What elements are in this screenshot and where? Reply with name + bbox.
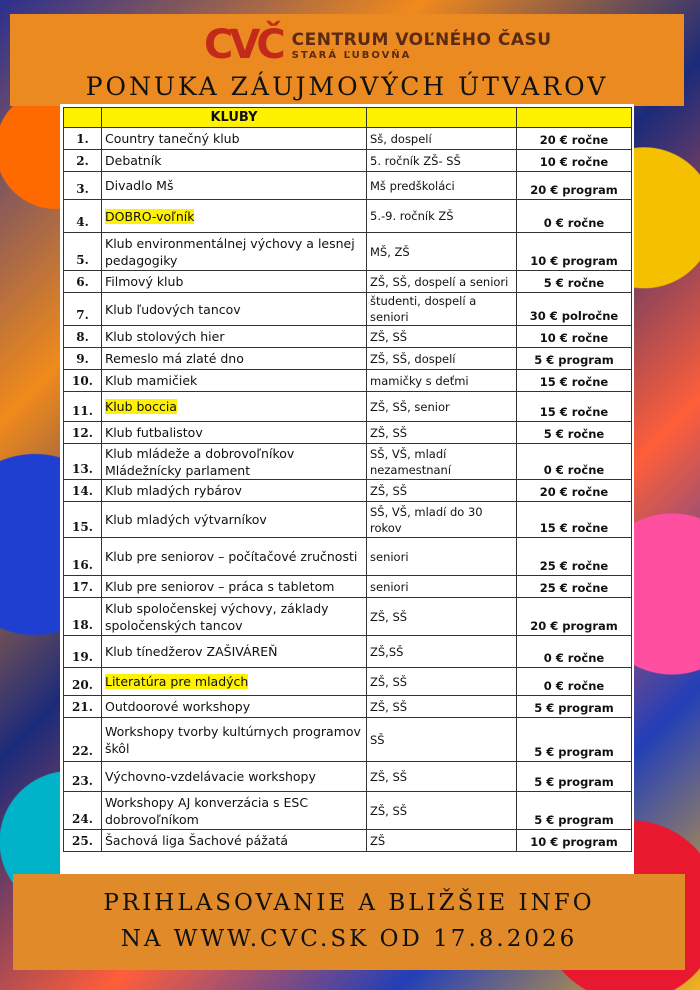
row-number: 4. (76, 215, 89, 229)
club-price: 30 € polročne (529, 309, 619, 323)
club-name: Klub tínedžerov ZAŠIVÁREŇ (105, 644, 278, 659)
row-number: 1. (76, 132, 89, 146)
club-target-group-cell (367, 830, 517, 852)
table-row (64, 668, 632, 696)
table-row (64, 271, 632, 293)
club-target-group: SŠ (370, 732, 385, 747)
row-number: 17. (72, 580, 93, 594)
club-target-group-cell (367, 792, 517, 830)
club-price: 0 € ročne (543, 679, 605, 693)
row-number-cell (64, 444, 102, 480)
club-name: Šachová liga Šachové pážatá (105, 833, 289, 848)
table-row (64, 696, 632, 718)
club-price-cell (517, 348, 632, 370)
club-price-cell (517, 576, 632, 598)
row-number-cell (64, 480, 102, 502)
table-row (64, 830, 632, 852)
club-name: Klub ľudových tancov (105, 301, 241, 317)
row-number: 18. (72, 618, 93, 632)
row-number: 25. (72, 834, 93, 848)
club-target-group: študenti, dospelí a seniori (370, 294, 477, 324)
table-row (64, 293, 632, 326)
club-target-group-cell (367, 150, 517, 172)
footer-line-2: NA WWW.CVC.SK OD 17.8.2026 (120, 926, 578, 952)
club-price: 0 € ročne (543, 651, 605, 665)
row-number-cell (64, 348, 102, 370)
table-row (64, 538, 632, 576)
club-price-cell (517, 696, 632, 718)
table-header-row (64, 108, 632, 128)
row-number-cell (64, 576, 102, 598)
club-target-group: ZŠ, SŠ (370, 699, 408, 714)
club-price: 5 € program (534, 775, 614, 789)
club-target-group: 5. ročník ZŠ- SŠ (370, 153, 461, 168)
row-number-cell (64, 696, 102, 718)
club-name-cell (102, 696, 367, 718)
club-target-group-cell (367, 392, 517, 422)
row-number-cell (64, 172, 102, 200)
club-target-group: ZŠ, SŠ, senior (370, 399, 450, 414)
row-number: 24. (72, 812, 93, 826)
table-row (64, 422, 632, 444)
club-price: 10 € ročne (539, 331, 609, 345)
club-name: Klub environmentálnej výchovy a lesnej pedagogiky (105, 235, 355, 268)
table-row (64, 326, 632, 348)
club-target-group-cell (367, 172, 517, 200)
club-name: Klub mladých výtvarníkov (105, 512, 267, 527)
club-target-group: seniori (370, 549, 409, 564)
header-cell-blank (64, 108, 102, 128)
club-target-group-cell (367, 538, 517, 576)
club-target-group: ZŠ, SŠ (370, 803, 408, 818)
club-target-group: mamičky s deťmi (370, 373, 469, 388)
club-price: 5 € program (534, 353, 614, 367)
org-city: STARÁ ĽUBOVŇA (291, 49, 412, 61)
club-price: 5 € program (534, 701, 614, 715)
table-row (64, 762, 632, 792)
club-name-cell (102, 150, 367, 172)
club-price: 15 € ročne (539, 521, 609, 535)
row-number: 9. (76, 352, 89, 366)
club-name-cell (102, 830, 367, 852)
club-price-cell (517, 326, 632, 348)
club-price: 20 € ročne (539, 485, 609, 499)
club-price: 20 € program (530, 619, 618, 633)
club-target-group: seniori (370, 579, 409, 594)
club-price-cell (517, 830, 632, 852)
club-price: 10 € program (530, 254, 618, 268)
table-row (64, 348, 632, 370)
club-price: 5 € ročne (543, 427, 605, 441)
club-name-cell (102, 128, 367, 150)
club-price-cell (517, 370, 632, 392)
clubs-table-container (60, 104, 634, 874)
club-target-group-cell (367, 370, 517, 392)
table-row (64, 480, 632, 502)
row-number-cell (64, 422, 102, 444)
club-target-group-cell (367, 200, 517, 233)
row-number-cell (64, 370, 102, 392)
club-price-cell (517, 636, 632, 668)
row-number-cell (64, 293, 102, 326)
club-name-cell (102, 271, 367, 293)
club-name-cell (102, 762, 367, 792)
club-name: Klub mamičiek (105, 373, 198, 388)
row-number: 8. (76, 330, 89, 344)
club-target-group-cell (367, 696, 517, 718)
club-name: Klub mládeže a dobrovoľníkov Mládežnícky parlament (105, 445, 295, 478)
table-row (64, 576, 632, 598)
club-name-cell (102, 326, 367, 348)
club-name: Klub mladých rybárov (105, 483, 242, 498)
table-row (64, 792, 632, 830)
club-price-cell (517, 200, 632, 233)
row-number: 5. (76, 253, 89, 267)
table-row (64, 392, 632, 422)
club-name: Divadlo Mš (105, 178, 174, 193)
club-name: Outdoorové workshopy (105, 699, 251, 714)
club-target-group: ZŠ, SŠ (370, 769, 408, 784)
row-number: 3. (76, 182, 89, 196)
table-row (64, 233, 632, 271)
club-name: Klub boccia (105, 399, 177, 414)
club-price: 5 € ročne (543, 276, 605, 290)
club-price: 0 € ročne (543, 463, 605, 477)
club-name-cell (102, 444, 367, 480)
club-price-cell (517, 150, 632, 172)
club-name-cell (102, 200, 367, 233)
row-number: 13. (72, 462, 93, 476)
table-row (64, 444, 632, 480)
logo (204, 20, 552, 70)
club-price: 20 € program (530, 183, 618, 197)
club-target-group: ZŠ,SŠ (370, 644, 404, 659)
row-number-cell (64, 792, 102, 830)
row-number: 2. (76, 154, 89, 168)
club-target-group-cell (367, 502, 517, 538)
table-row (64, 172, 632, 200)
club-price: 15 € ročne (539, 375, 609, 389)
row-number-cell (64, 598, 102, 636)
club-target-group: SŠ, VŠ, mladí nezamestnaní (370, 446, 452, 477)
club-target-group: MŠ, ZŠ (370, 244, 410, 259)
row-number-cell (64, 718, 102, 762)
club-price-cell (517, 271, 632, 293)
club-price-cell (517, 538, 632, 576)
table-row (64, 598, 632, 636)
table-row (64, 128, 632, 150)
row-number-cell (64, 128, 102, 150)
header-banner (10, 14, 684, 106)
club-target-group-cell (367, 128, 517, 150)
club-target-group: Sš, dospelí (370, 131, 432, 146)
club-target-group-cell (367, 668, 517, 696)
club-target-group-cell (367, 444, 517, 480)
club-price-cell (517, 422, 632, 444)
row-number-cell (64, 762, 102, 792)
club-name: Debatník (105, 153, 162, 168)
club-name-cell (102, 636, 367, 668)
row-number: 15. (72, 520, 93, 534)
footer-banner (13, 874, 685, 970)
row-number-cell (64, 233, 102, 271)
club-name: Workshopy AJ konverzácia s ESC dobrovoľníkom (105, 794, 309, 827)
clubs-table (63, 107, 632, 852)
row-number-cell (64, 830, 102, 852)
club-price-cell (517, 792, 632, 830)
club-target-group-cell (367, 480, 517, 502)
logo-mark: CVČ (204, 22, 282, 68)
row-number: 22. (72, 744, 93, 758)
club-price-cell (517, 480, 632, 502)
club-name-cell (102, 576, 367, 598)
row-number: 23. (72, 774, 93, 788)
club-name: Výchovno-vzdelávacie workshopy (105, 769, 316, 784)
club-name: Klub futbalistov (105, 425, 203, 440)
club-target-group: ZŠ, SŠ, dospelí a seniori (370, 274, 509, 289)
club-price: 25 € ročne (539, 559, 609, 573)
club-price-cell (517, 233, 632, 271)
row-number-cell (64, 392, 102, 422)
club-name: Klub pre seniorov – práca s tabletom (105, 579, 335, 594)
club-name-cell (102, 233, 367, 271)
club-price: 20 € ročne (539, 133, 609, 147)
row-number: 11. (72, 404, 93, 418)
club-target-group: ZŠ, SŠ (370, 609, 408, 624)
club-target-group: Mš predškoláci (370, 178, 455, 193)
club-name: Klub spoločenskej výchovy, základy spoločenských tancov (105, 600, 329, 633)
club-target-group: ZŠ, SŠ, dospelí (370, 351, 456, 366)
club-target-group: SŠ, VŠ, mladí do 30 rokov (370, 504, 483, 535)
club-target-group: 5.-9. ročník ZŠ (370, 209, 454, 223)
club-name-cell (102, 480, 367, 502)
row-number: 16. (72, 558, 93, 572)
club-target-group-cell (367, 233, 517, 271)
club-target-group-cell (367, 422, 517, 444)
row-number-cell (64, 326, 102, 348)
club-name: Klub stolových hier (105, 329, 225, 344)
club-price-cell (517, 293, 632, 326)
club-target-group-cell (367, 293, 517, 326)
row-number-cell (64, 271, 102, 293)
row-number-cell (64, 636, 102, 668)
club-target-group-cell (367, 762, 517, 792)
page-title: PONUKA ZÁUJMOVÝCH ÚTVAROV (85, 72, 609, 101)
row-number: 7. (76, 308, 89, 322)
club-name-cell (102, 718, 367, 762)
logo-text (292, 30, 552, 61)
table-row (64, 150, 632, 172)
club-price-cell (517, 668, 632, 696)
club-price-cell (517, 502, 632, 538)
club-target-group-cell (367, 598, 517, 636)
club-name-cell (102, 502, 367, 538)
club-price-cell (517, 392, 632, 422)
row-number-cell (64, 200, 102, 233)
row-number-cell (64, 502, 102, 538)
club-name: Klub pre seniorov – počítačové zručnosti (105, 549, 358, 564)
table-row (64, 370, 632, 392)
club-name: Filmový klub (105, 274, 184, 289)
club-target-group: ZŠ, SŠ (370, 674, 408, 689)
club-price-cell (517, 718, 632, 762)
club-price-cell (517, 762, 632, 792)
club-name: Workshopy tvorby kultúrnych programov škôl (105, 723, 361, 756)
club-price: 5 € program (534, 745, 614, 759)
row-number: 19. (72, 650, 93, 664)
row-number: 20. (72, 678, 93, 692)
club-name-cell (102, 668, 367, 696)
table-row (64, 636, 632, 668)
club-target-group-cell (367, 718, 517, 762)
club-name: Remeslo má zlaté dno (105, 351, 244, 366)
club-price: 25 € ročne (539, 581, 609, 595)
row-number: 6. (76, 275, 89, 289)
club-name: Literatúra pre mladých (105, 674, 249, 689)
header-cell-blank (517, 108, 632, 128)
club-price-cell (517, 444, 632, 480)
club-name-cell (102, 293, 367, 326)
row-number: 12. (72, 426, 93, 440)
club-name-cell (102, 370, 367, 392)
club-name-cell (102, 348, 367, 370)
row-number: 14. (72, 484, 93, 498)
club-target-group: ZŠ (370, 833, 386, 848)
club-name-cell (102, 172, 367, 200)
table-heading: KLUBY (102, 108, 367, 128)
club-target-group-cell (367, 271, 517, 293)
club-target-group: ZŠ, SŠ (370, 425, 408, 440)
row-number-cell (64, 150, 102, 172)
org-name: CENTRUM VOĽNÉHO ČASU (291, 29, 552, 50)
table-row (64, 718, 632, 762)
club-target-group: ZŠ, SŠ (370, 483, 408, 498)
club-name-cell (102, 422, 367, 444)
row-number: 21. (72, 700, 93, 714)
table-row (64, 200, 632, 233)
club-name-cell (102, 792, 367, 830)
row-number: 10. (72, 374, 93, 388)
header-cell-blank (367, 108, 517, 128)
club-name-cell (102, 598, 367, 636)
club-price: 0 € ročne (543, 216, 605, 230)
club-price-cell (517, 172, 632, 200)
club-target-group-cell (367, 326, 517, 348)
club-name-cell (102, 538, 367, 576)
club-price-cell (517, 598, 632, 636)
club-price: 15 € ročne (539, 405, 609, 419)
club-target-group-cell (367, 636, 517, 668)
footer-line-1: PRIHLASOVANIE A BLIŽŠIE INFO (103, 890, 595, 916)
club-price-cell (517, 128, 632, 150)
club-price: 10 € program (530, 835, 618, 849)
table-row (64, 502, 632, 538)
club-target-group-cell (367, 348, 517, 370)
club-target-group-cell (367, 576, 517, 598)
club-price: 5 € program (534, 813, 614, 827)
club-name: Country tanečný klub (105, 131, 240, 146)
club-name-cell (102, 392, 367, 422)
club-target-group: ZŠ, SŠ (370, 329, 408, 344)
club-price: 10 € ročne (539, 155, 609, 169)
row-number-cell (64, 538, 102, 576)
row-number-cell (64, 668, 102, 696)
club-name: DOBRO-voľník (105, 208, 195, 224)
